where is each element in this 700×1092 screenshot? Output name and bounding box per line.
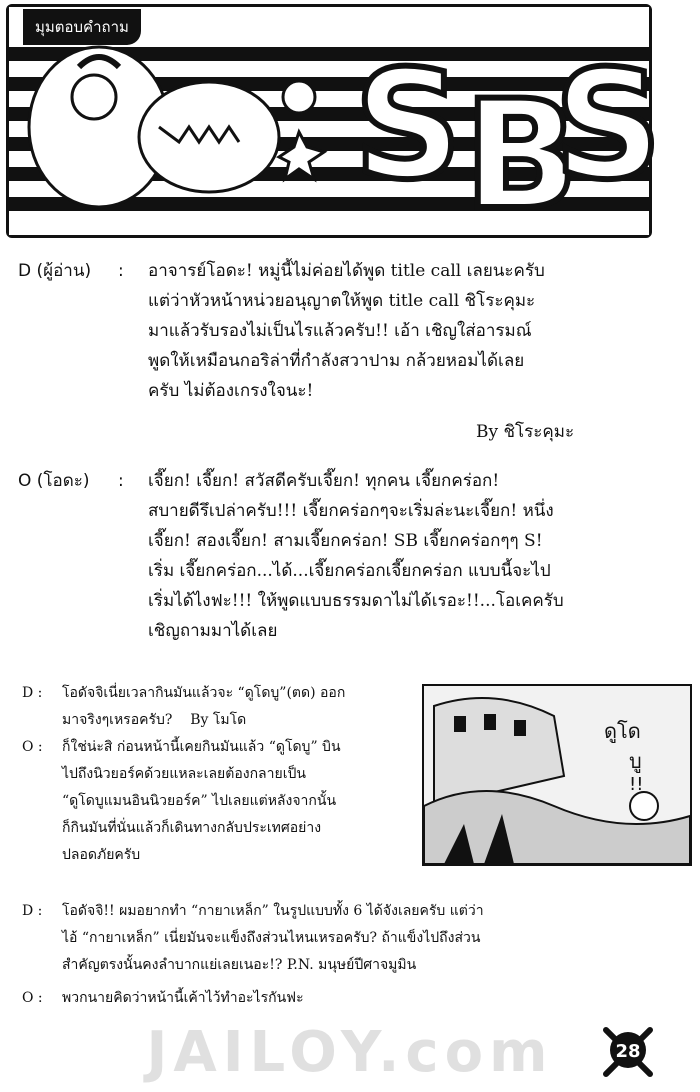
- svg-text:B: B: [464, 69, 579, 243]
- sbs-logo: [354, 39, 662, 243]
- qa3-question-label: D :: [22, 903, 43, 919]
- qa2-signature: By โมโด: [190, 712, 247, 728]
- corner-title: มุมตอบคำถาม: [23, 9, 141, 45]
- qa3-q-line: สำคัญตรงนั้นคงลำบากแย่เลยเนอะ!? P.N. มนุษย์ปีศาจมูมิน: [62, 957, 417, 973]
- qa3-question-text: [62, 898, 682, 979]
- qa3-answer-text: [62, 985, 662, 1012]
- qa1-question-text: [148, 256, 688, 406]
- qa2-a-line: ไปถึงนิวยอร์คด้วยแหละเลยต้องกลายเป็น: [62, 766, 306, 782]
- qa1-question-label: D (ผู้อ่าน): [18, 261, 92, 281]
- watermark: JAILOY.com: [146, 1020, 554, 1085]
- qa1-signature: By ชิโระคุมะ: [476, 422, 575, 442]
- qa1-a-line: เจี๊ยก! เจี๊ยก! สวัสดีครับเจี๊ยก! ทุกคน เจี๊ยกคร่อก!: [148, 471, 500, 491]
- qa1-q-line: แต่ว่าหัวหน้าหน่วยอนุญาตให้พูด title call ชิโระคุมะ: [148, 291, 536, 311]
- qa3-q-line: โอดัจจิ!! ผมอยากทำ “กายาเหล็ก” ในรูปแบบทั้ง 6 ได้จังเลยครับ แต่ว่า: [62, 903, 484, 919]
- qa2-question-text: [62, 680, 417, 734]
- qa1-a-line: เริ่มได้ไงฟะ!!! ให้พูดแบบธรรมดาไม่ได้เรอะ!!...โอเคครับ: [148, 591, 564, 611]
- qa1-question-colon: :: [118, 261, 124, 281]
- qa2-q-line: [62, 707, 417, 734]
- svg-text:S: S: [354, 39, 463, 213]
- qa2-answer-label: O :: [22, 739, 43, 755]
- qa2-q-line: โอดัจจิเนี่ยเวลากินมันแล้วจะ “ดูโดบู”(ตด) ออก: [62, 685, 346, 701]
- sbs-header-banner: [6, 4, 663, 243]
- qa1-a-line: เริ่ม เจี๊ยกคร่อก...ได้...เจี๊ยกคร่อกเจี๊ยกคร่อก แบบนี้จะไป: [148, 561, 551, 581]
- panel-sfx-1: ดูโด: [604, 719, 641, 743]
- panel-sfx-2: บู: [629, 749, 642, 773]
- qa1-answer-text: [148, 466, 688, 646]
- qa2-q-line-text: มาจริงๆเหรอครับ?: [62, 712, 173, 728]
- qa1-a-line: สบายดีรึเปล่าครับ!!! เจี๊ยกคร่อกๆจะเริ่มล่ะนะเจี๊ยก! หนึ่ง: [148, 501, 554, 521]
- qa1-answer-colon: :: [118, 471, 124, 491]
- qa1-q-line: ครับ ไม่ต้องเกรงใจนะ!: [148, 381, 314, 401]
- page-number: 28: [615, 1041, 641, 1062]
- qa3-q-line: ไอ้ “กายาเหล็ก” เนี่ยมันจะแข็งถึงส่วนไหนเหรอครับ? ถ้าแข็งไปถึงส่วน: [62, 930, 481, 946]
- qa1-q-line: มาแล้วรับรองไม่เป็นไรแล้วครับ!! เอ้า เชิญใส่อารมณ์: [148, 321, 532, 341]
- qa1-q-line: อาจารย์โอดะ! หมู่นี้ไม่ค่อยได้พูด title call เลยนะครับ: [148, 261, 545, 281]
- qa3-a-line: พวกนายคิดว่าหน้านี้เค้าไว้ทำอะไรกันฟะ: [62, 990, 304, 1006]
- panel-sfx-3: !!: [629, 774, 644, 795]
- skull-page-number-icon: [600, 1024, 656, 1080]
- qa3-answer-label: O :: [22, 990, 43, 1006]
- qa2-a-line: ปลอดภัยครับ: [62, 847, 141, 863]
- qa2-answer-text: [62, 734, 417, 869]
- qa1-a-line: เชิญถามมาได้เลย: [148, 621, 278, 641]
- qa2-a-line: “ดูโดบูแมนอินนิวยอร์ค” ไปเลยแต่หลังจากนั้น: [62, 793, 337, 809]
- panel-drawing: [424, 686, 690, 864]
- qa2-a-line: ก็กินมันที่นั่นแล้วก็เดินทางกลับประเทศอย่าง: [62, 820, 322, 836]
- manga-panel-illustration: [422, 684, 692, 866]
- qa2-question-label: D :: [22, 685, 43, 701]
- qa1-answer-label: O (โอดะ): [18, 471, 90, 491]
- qa1-a-line: เจี๊ยก! สองเจี๊ยก! สามเจี๊ยกคร่อก! SB เจี๊ยกคร่อกๆๆ S!: [148, 531, 543, 551]
- qa2-a-line: ก็ใช่น่ะสิ ก่อนหน้านี้เคยกินมันแล้ว “ดูโดบู” บิน: [62, 739, 341, 755]
- qa1-q-line: พูดให้เหมือนกอริล่าที่กำลังสวาปาม กล้วยหอมได้เลย: [148, 351, 525, 371]
- svg-text:S: S: [554, 39, 663, 213]
